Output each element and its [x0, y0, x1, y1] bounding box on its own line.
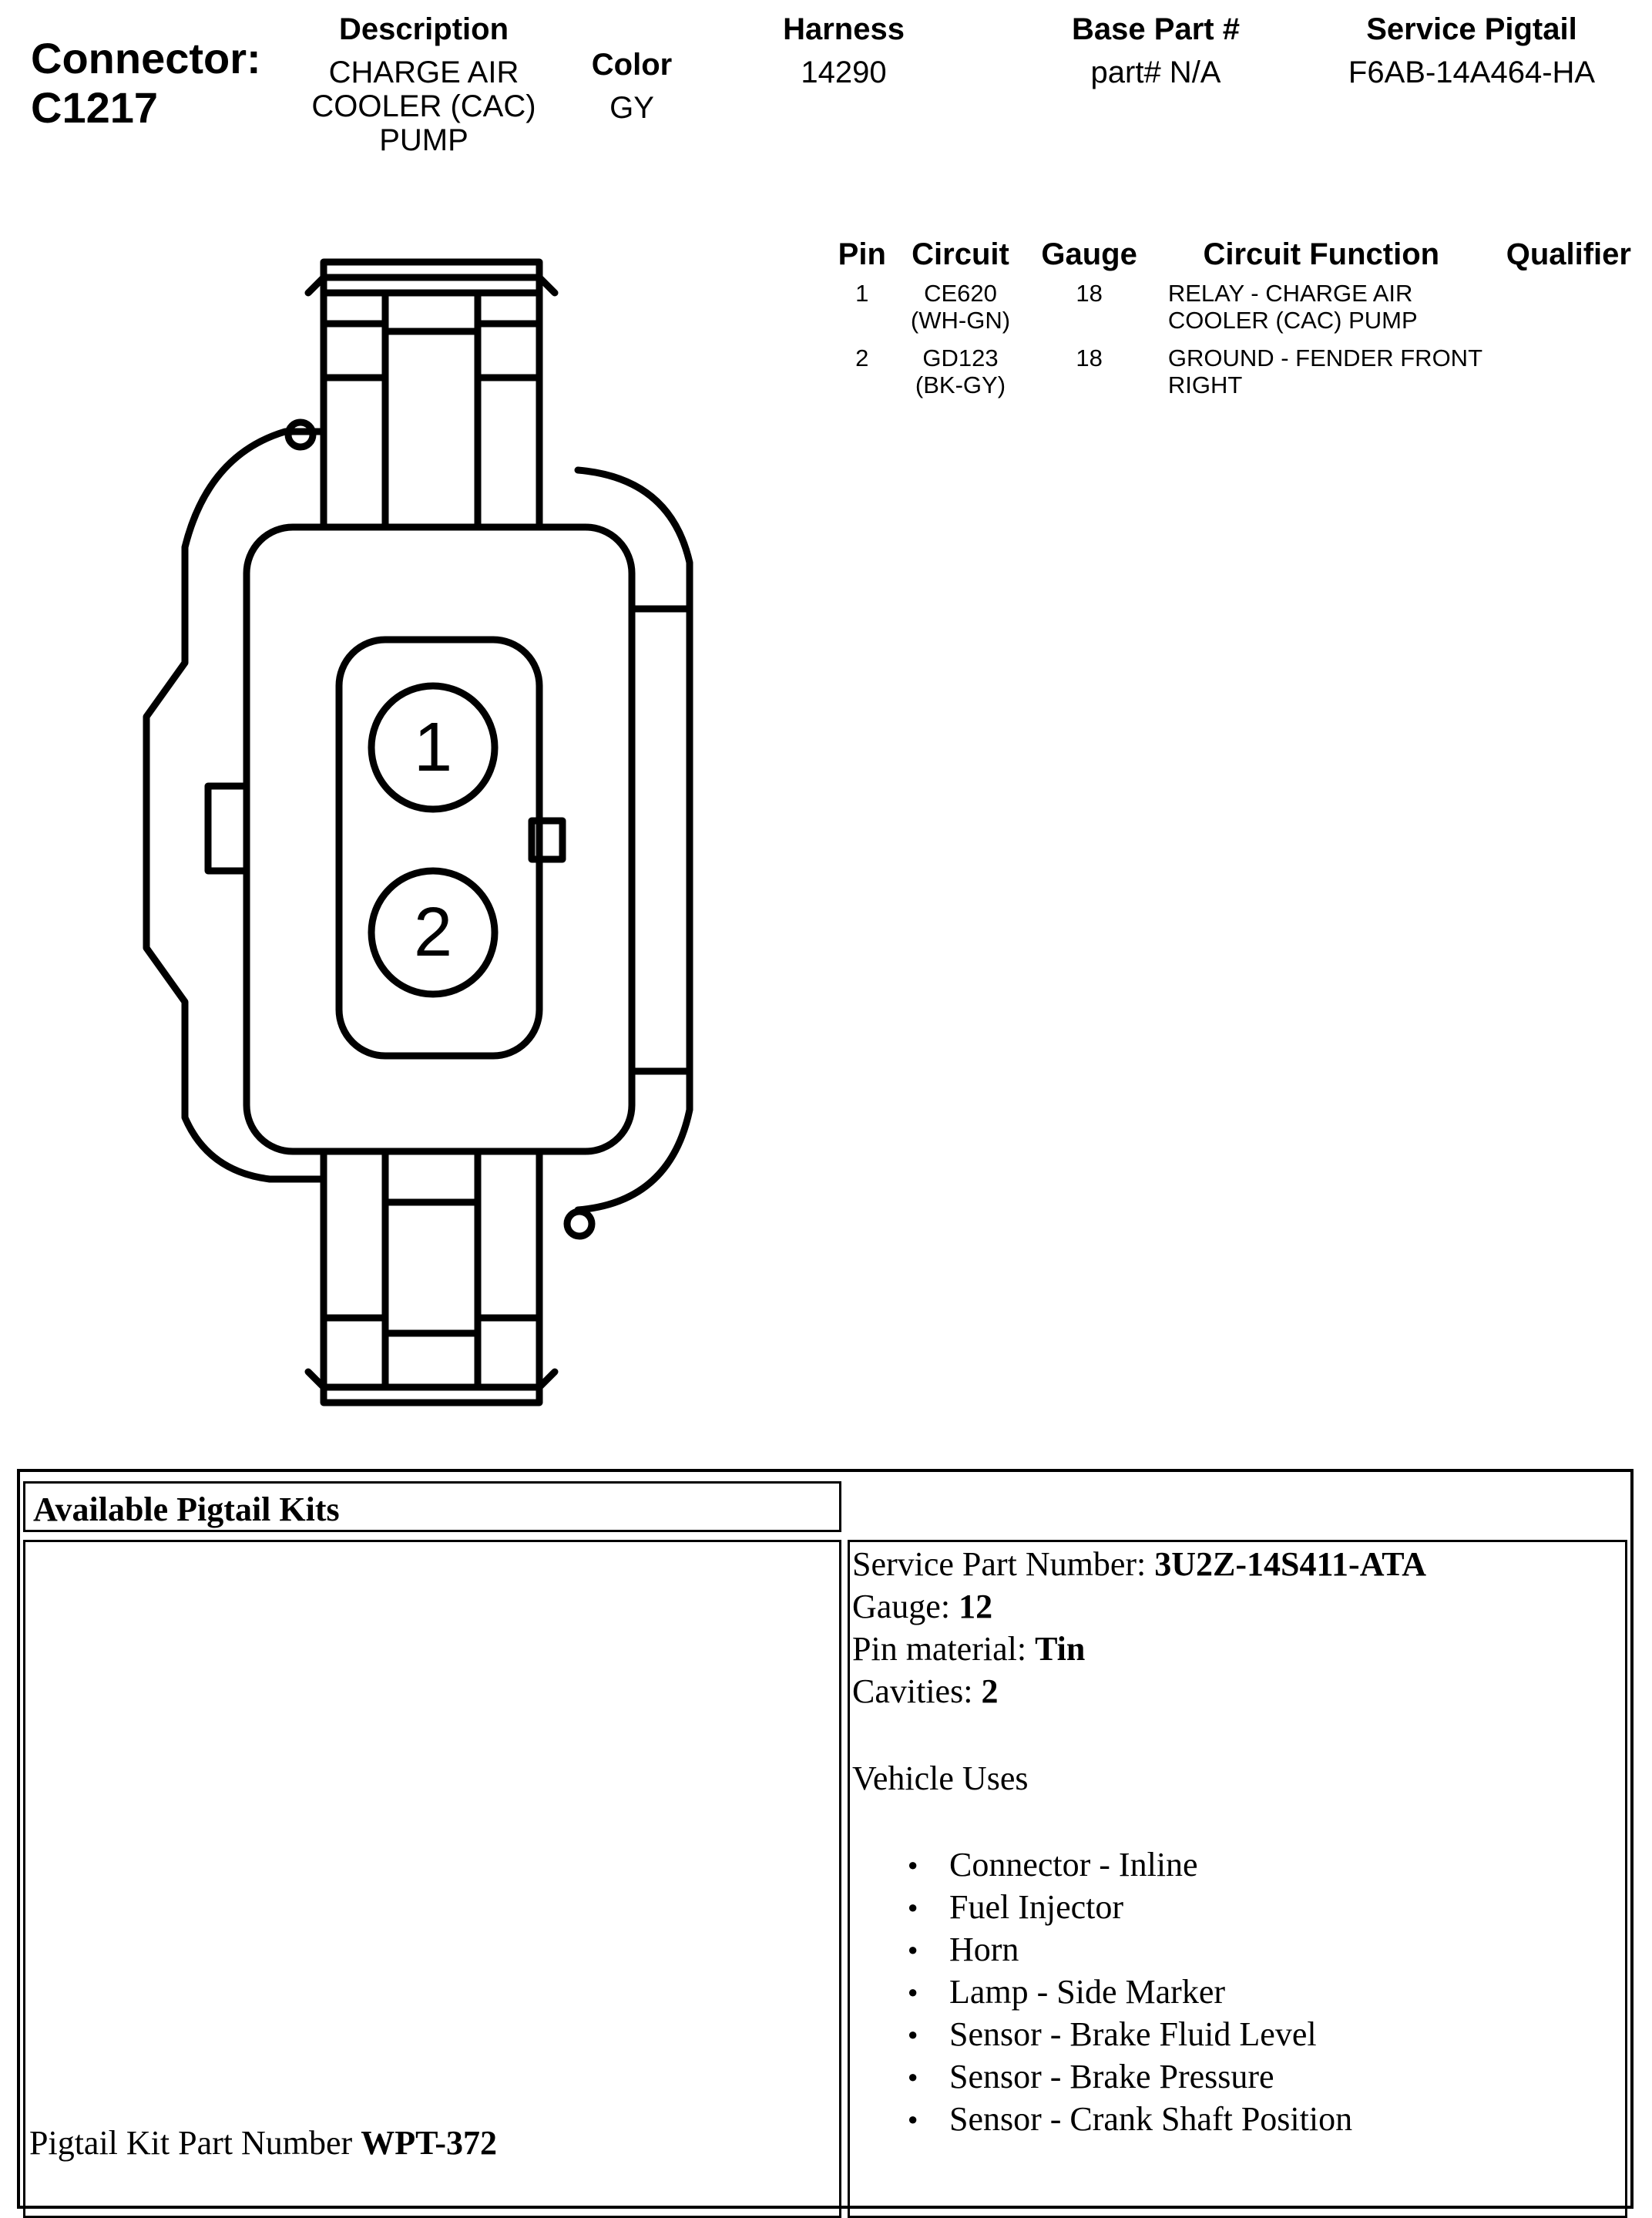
cavities-label: Cavities: [852, 1672, 982, 1710]
header-service-pigtail [1310, 11, 1634, 89]
service-part-number [852, 1543, 1426, 1585]
kit-part-number-value: WPT-372 [361, 2124, 498, 2162]
col-header-qualifier: Qualifier [1506, 237, 1631, 271]
pin-cell: 2 [855, 344, 869, 371]
pin-material-label: Pin material: [852, 1630, 1036, 1668]
harness-value: 14290 [801, 55, 887, 89]
list-item: ● Sensor - Crank Shaft Position [894, 2098, 1352, 2140]
pigtail-kit-part-number [29, 2123, 497, 2163]
kit-gauge [852, 1585, 1426, 1628]
pin-cell: 1 [855, 280, 869, 307]
pin-label-2: 2 [413, 894, 453, 971]
service-part-number-label: Service Part Number: [852, 1545, 1155, 1583]
table-row [824, 344, 1652, 409]
header-color [570, 46, 693, 125]
col-header-gauge: Gauge [1041, 237, 1137, 271]
table-row [824, 280, 1652, 344]
pin-table-header [824, 237, 1652, 280]
qualifier-cell [1486, 280, 1652, 344]
header-harness [740, 11, 948, 89]
color-value: GY [609, 91, 654, 125]
service-pigtail-value: F6AB-14A464-HA [1348, 55, 1596, 89]
connector-face-diagram [116, 254, 717, 1410]
list-item: ● Fuel Injector [894, 1886, 1352, 1928]
col-header-circuit: Circuit [912, 237, 1009, 271]
vehicle-uses-title: Vehicle Uses [852, 1759, 1029, 1797]
cavities-value: 2 [981, 1672, 999, 1710]
kit-gauge-label: Gauge: [852, 1588, 959, 1625]
function-cell: GROUND - FENDER FRONT RIGHT [1167, 344, 1482, 398]
kit-part-number-label: Pigtail Kit Part Number [29, 2124, 361, 2162]
vehicle-uses-list [894, 1843, 1352, 2140]
header-base-part [1025, 11, 1287, 89]
col-header-circuit-function: Circuit Function [1203, 237, 1440, 271]
left-clip [146, 422, 324, 1179]
qualifier-cell [1486, 344, 1652, 409]
header-description [293, 11, 555, 157]
description-label: Description [338, 12, 509, 46]
kit-gauge-value: 12 [959, 1588, 993, 1625]
color-label: Color [591, 48, 673, 82]
pin-table [824, 237, 1652, 409]
top-latch [308, 262, 555, 527]
list-item: ● Sensor - Brake Pressure [894, 2055, 1352, 2098]
function-cell: RELAY - CHARGE AIR COOLER (CAC) PUMP [1167, 280, 1418, 334]
bottom-latch [308, 1151, 555, 1403]
list-item: ● Horn [894, 1928, 1352, 1971]
pin-label-1: 1 [413, 709, 453, 786]
pin-material-value: Tin [1035, 1630, 1086, 1668]
service-part-number-value: 3U2Z-14S411-ATA [1154, 1545, 1427, 1583]
connector-id: C1217 [31, 83, 159, 132]
pin-material [852, 1628, 1426, 1670]
connector-title [31, 34, 261, 133]
cavities [852, 1670, 1426, 1712]
gauge-cell: 18 [1076, 344, 1103, 371]
description-value: CHARGE AIR COOLER (CAC) PUMP [311, 55, 536, 157]
circuit-cell: CE620 (WH-GN) [910, 280, 1011, 334]
pigtail-kit-specs [852, 1543, 1426, 1712]
gauge-cell: 18 [1076, 280, 1103, 307]
right-clip [532, 470, 690, 1236]
circuit-cell: GD123 (BK-GY) [915, 344, 1006, 398]
pigtail-kit-image-cell [23, 1540, 841, 2218]
col-header-pin: Pin [838, 237, 886, 271]
service-pigtail-label: Service Pigtail [1366, 12, 1577, 46]
harness-label: Harness [783, 12, 905, 46]
list-item: ● Sensor - Brake Fluid Level [894, 2013, 1352, 2055]
connector-label: Connector: [31, 34, 261, 82]
list-item: ● Lamp - Side Marker [894, 1971, 1352, 2013]
base-part-label: Base Part # [1072, 12, 1240, 46]
list-item: ● Connector - Inline [894, 1843, 1352, 1886]
pigtail-kits-title: Available Pigtail Kits [23, 1481, 841, 1532]
base-part-value: part# N/A [1090, 55, 1221, 89]
